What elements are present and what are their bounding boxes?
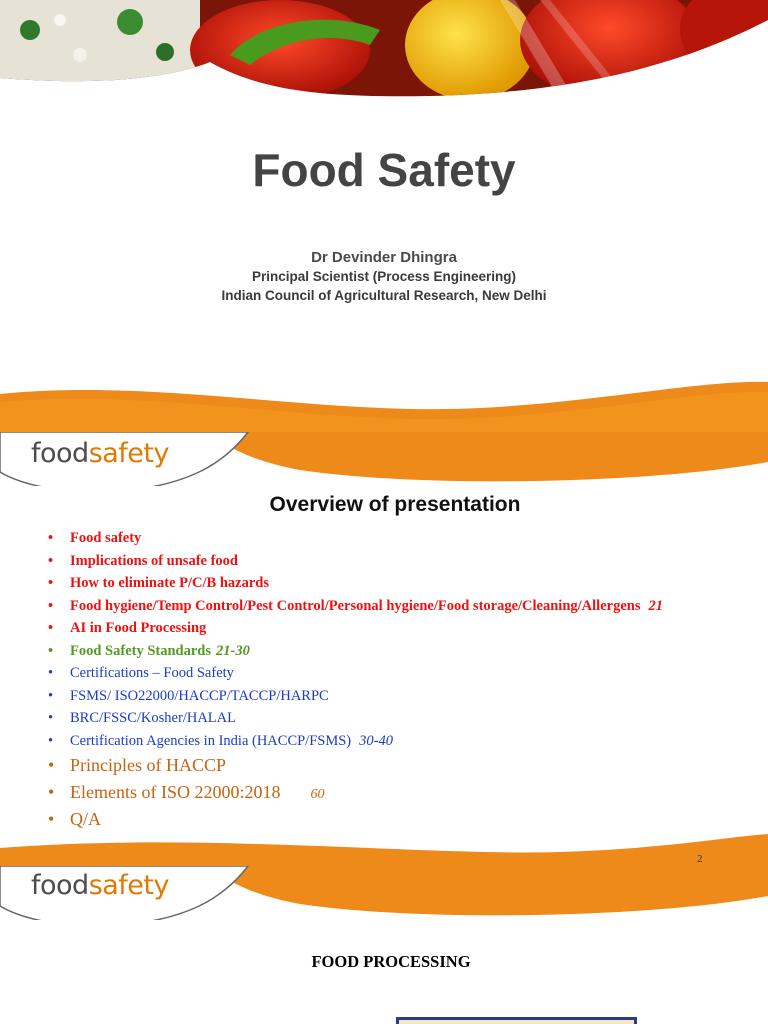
list-item bbox=[46, 640, 663, 663]
logo-word-safety: safety bbox=[88, 870, 169, 901]
page-reference: 21-30 bbox=[216, 642, 250, 659]
logo-word-safety: safety bbox=[88, 438, 169, 469]
title-slide bbox=[0, 0, 768, 432]
author-organization: Indian Council of Agricultural Research, New Delhi bbox=[221, 288, 547, 303]
overview-slide bbox=[0, 432, 768, 866]
foodsafety-logo bbox=[31, 870, 169, 901]
content-box-top-edge bbox=[396, 1017, 637, 1024]
slide-title: Overview of presentation bbox=[269, 493, 521, 516]
bullet-icon: • bbox=[48, 552, 54, 569]
bullet-icon: • bbox=[48, 809, 55, 829]
bullet-text: Principles of HACCP bbox=[70, 755, 227, 775]
slide-title: Food Safety bbox=[252, 144, 516, 196]
bullet-icon: • bbox=[48, 597, 54, 614]
bullet-text: Implications of unsafe food bbox=[70, 552, 238, 569]
bullet-icon: • bbox=[48, 530, 54, 546]
logo-word-food: food bbox=[31, 870, 89, 901]
page-reference: 60 bbox=[310, 787, 325, 802]
list-item bbox=[46, 752, 663, 779]
slide-title: FOOD PROCESSING bbox=[311, 952, 471, 971]
bullet-icon: • bbox=[48, 755, 55, 775]
bullet-text: Food Safety Standards bbox=[70, 642, 211, 659]
orange-wave-footer bbox=[0, 834, 768, 866]
food-processing-slide bbox=[0, 866, 768, 1024]
overview-bullet-list bbox=[46, 527, 663, 833]
bullet-text: Elements of ISO 22000:2018 bbox=[70, 782, 281, 802]
bullet-icon: • bbox=[48, 732, 54, 749]
list-item bbox=[46, 707, 663, 730]
orange-wave-footer bbox=[0, 376, 768, 432]
bullet-icon: • bbox=[48, 710, 54, 726]
bullet-text: FSMS/ ISO22000/HACCP/TACCP/HARPC bbox=[70, 687, 329, 704]
bullet-icon: • bbox=[48, 665, 54, 681]
bullet-icon: • bbox=[48, 687, 54, 704]
foodsafety-logo bbox=[31, 438, 169, 469]
list-item bbox=[46, 730, 663, 753]
list-item bbox=[46, 550, 663, 573]
bullet-text: BRC/FSSC/Kosher/HALAL bbox=[70, 710, 236, 726]
bullet-text: Food hygiene/Temp Control/Pest Control/Personal hygiene/Food storage/Cleaning/Allergens bbox=[70, 597, 641, 614]
list-item bbox=[46, 527, 663, 550]
bullet-text: Certifications – Food Safety bbox=[70, 665, 234, 681]
bullet-icon: • bbox=[48, 620, 54, 636]
list-item bbox=[46, 617, 663, 640]
list-item bbox=[46, 806, 663, 833]
list-item bbox=[46, 779, 663, 806]
list-item bbox=[46, 595, 663, 618]
bullet-text: Q/A bbox=[70, 809, 101, 829]
author-name: Dr Devinder Dhingra bbox=[311, 249, 457, 266]
bullet-text: Food safety bbox=[70, 530, 142, 546]
logo-word-food: food bbox=[31, 438, 89, 469]
bullet-icon: • bbox=[48, 642, 54, 659]
page-reference: 30-40 bbox=[359, 732, 393, 749]
bullet-text: AI in Food Processing bbox=[70, 620, 207, 636]
list-item bbox=[46, 685, 663, 708]
bullet-icon: • bbox=[48, 575, 54, 591]
list-item bbox=[46, 662, 663, 685]
page-reference: 21 bbox=[648, 597, 663, 614]
bullet-icon: • bbox=[48, 782, 55, 802]
bullet-text: How to eliminate P/C/B hazards bbox=[70, 575, 269, 591]
list-item bbox=[46, 572, 663, 595]
author-role: Principal Scientist (Process Engineering) bbox=[251, 269, 517, 284]
vegetables-banner-image bbox=[0, 0, 768, 100]
bullet-text: Certification Agencies in India (HACCP/FSMS) bbox=[70, 732, 352, 749]
page-number: 2 bbox=[697, 853, 703, 865]
